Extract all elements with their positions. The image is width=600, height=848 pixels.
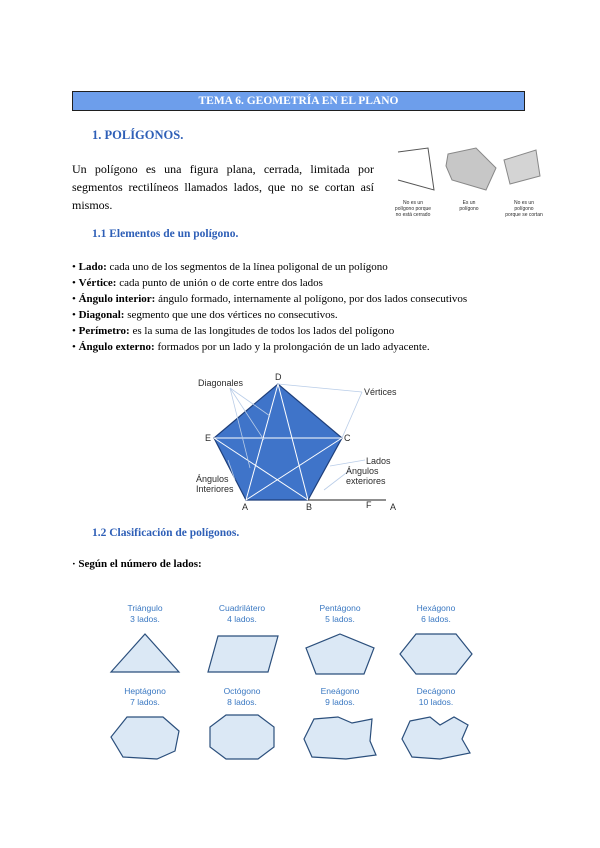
vertex-label-d: D bbox=[275, 372, 282, 382]
polygon-card-triangulo bbox=[95, 603, 195, 678]
octagon-shape bbox=[202, 711, 282, 761]
label-lados: Lados bbox=[366, 456, 391, 466]
section-heading-clasificacion: 1.2 Clasificación de polígonos. bbox=[92, 527, 240, 539]
caption-is-polygon: Es un polígono bbox=[459, 200, 479, 212]
polygon-card-cuadrilatero bbox=[192, 603, 292, 678]
polygon-name: Hexágono bbox=[416, 603, 456, 613]
polygon-sides: 3 lados. bbox=[130, 614, 160, 624]
polygon-card-hexagono bbox=[386, 603, 486, 678]
list-item: • Ángulo interior: ángulo formado, internamente al polígono, por dos lados consecutivos bbox=[72, 293, 468, 305]
label-interiores: Interiores bbox=[196, 484, 234, 494]
enneagon-shape bbox=[300, 711, 380, 761]
caption-crossing: No es un polígono porque se cortan bbox=[505, 200, 543, 218]
list-item: • Vértice: cada punto de unión o de corte entre dos lados bbox=[72, 277, 323, 289]
section-heading-elementos: 1.1 Elementos de un polígono. bbox=[92, 228, 239, 240]
polygon-card-pentagono bbox=[290, 603, 390, 678]
intro-paragraph: Un polígono es una figura plana, cerrada, limitada por segmentos rectilíneos llamados lados, que no se cortan así mismos. bbox=[72, 162, 374, 212]
polygon-card-heptagono bbox=[95, 686, 195, 761]
vertex-label-a: A bbox=[242, 502, 249, 512]
polygon-card-decagono bbox=[386, 686, 486, 761]
vertex-label-b: B bbox=[306, 502, 313, 512]
intro-shapes-figure bbox=[390, 140, 550, 200]
vertex-label-c: C bbox=[344, 433, 351, 443]
polygon-sides: 7 lados. bbox=[130, 697, 160, 707]
polygon-sides: 6 lados. bbox=[421, 614, 451, 624]
caption-not-closed: No es un polígono porque no está cerrado bbox=[394, 200, 432, 218]
triangle-shape bbox=[105, 628, 185, 678]
polygon-card-octogono bbox=[192, 686, 292, 761]
list-item: • Ángulo externo: formados por un lado y la prolongación de un lado adyacente. bbox=[72, 341, 430, 353]
label-vertices: Vértices bbox=[364, 387, 397, 397]
elements-list bbox=[72, 259, 542, 355]
polygon-name: Cuadrilátero bbox=[218, 603, 266, 613]
label-exteriores: exteriores bbox=[346, 476, 386, 486]
list-item: • Perímetro: es la suma de las longitudes de todos los lados del polígono bbox=[72, 325, 395, 337]
section-heading-poligonos: 1. POLÍGONOS. bbox=[92, 128, 184, 142]
page-title: TEMA 6. GEOMETRÍA EN EL PLANO bbox=[72, 91, 525, 111]
pentagon-shape-small bbox=[300, 628, 380, 678]
polygon-sides: 4 lados. bbox=[227, 614, 257, 624]
list-item: • Lado: cada uno de los segmentos de la línea poligonal de un polígono bbox=[72, 261, 388, 273]
polygon-sides: 5 lados. bbox=[325, 614, 355, 624]
label-angulos-interiores: Ángulos bbox=[196, 474, 229, 484]
polygon-name: Triángulo bbox=[127, 603, 163, 613]
quadrilateral-shape bbox=[202, 628, 282, 678]
polygon-sides: 8 lados. bbox=[227, 697, 257, 707]
heptagon-shape bbox=[105, 711, 185, 761]
decagon-shape bbox=[396, 711, 476, 761]
polygon-name: Pentágono bbox=[319, 603, 361, 613]
vertex-label-a2: A bbox=[390, 502, 397, 512]
polygon-name: Decágono bbox=[416, 686, 456, 696]
label-angulos-exteriores: Ángulos bbox=[346, 466, 379, 476]
hexagon-shape bbox=[396, 628, 476, 678]
polygon-sides: 9 lados. bbox=[325, 697, 355, 707]
polygon-sides: 10 lados. bbox=[418, 697, 454, 707]
polygon-card-eneagono bbox=[290, 686, 390, 761]
by-sides-heading: · Según el número de lados: bbox=[72, 558, 202, 570]
vertex-label-e: E bbox=[205, 433, 212, 443]
pentagon-elements-diagram bbox=[190, 370, 410, 515]
list-item: • Diagonal: segmento que une dos vértices no consecutivos. bbox=[72, 309, 338, 321]
label-diagonales: Diagonales bbox=[198, 378, 244, 388]
polygon-name: Octógono bbox=[223, 686, 261, 696]
polygon-name: Eneágono bbox=[320, 686, 360, 696]
vertex-label-f: F bbox=[366, 500, 372, 510]
polygon-name: Heptágono bbox=[124, 686, 166, 696]
